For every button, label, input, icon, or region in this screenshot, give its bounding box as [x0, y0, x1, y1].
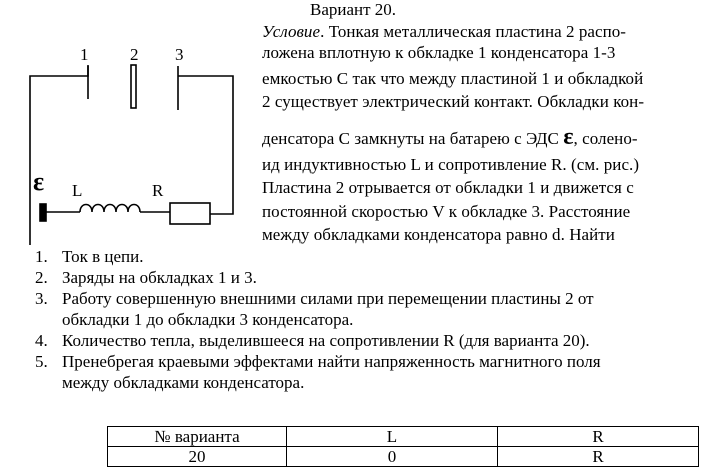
table-cell: 0	[287, 447, 498, 467]
task-item: 5. Пренебрегая краевыми эффектами найти напряженность магнитного поля между обкладками конденсатора.	[35, 352, 601, 392]
emf-symbol: ε	[563, 124, 574, 150]
task-item: 1. Ток в цепи.	[35, 247, 144, 266]
table-cell: R	[498, 447, 699, 467]
condition-line-1: Условие. Тонкая металлическая пластина 2 распо-	[262, 22, 626, 41]
condition-line-5: денсатора С замкнуты на батарею с ЭДС ε, солено-	[262, 124, 638, 150]
wire-right	[178, 76, 233, 214]
table-header-cell: L	[287, 427, 498, 447]
plate-label-3: 3	[175, 45, 184, 64]
condition-line-3: емкостью С так что между пластиной 1 и обкладкой	[262, 69, 644, 88]
table-cell: 20	[108, 447, 287, 467]
emf-label: ε	[33, 167, 45, 196]
condition-line-2: ложена вплотную к обкладке 1 конденсатора 1-3	[262, 43, 616, 62]
capacitor-plate-2	[131, 65, 136, 108]
task-list	[0, 246, 700, 393]
variant-table	[107, 426, 699, 467]
plate-label-2: 2	[130, 45, 139, 64]
table-header-row	[108, 427, 699, 447]
condition-line-7: Пластина 2 отрывается от обкладки 1 и движется с	[262, 178, 634, 197]
task-item: 4. Количество тепла, выделившееся на сопротивлении R (для варианта 20).	[35, 331, 590, 350]
condition-line-9: между обкладками конденсатора равно d. Найти	[262, 225, 615, 244]
condition-label: Условие	[262, 22, 321, 41]
table-header-cell: № варианта	[108, 427, 287, 447]
inductor-label: L	[72, 181, 83, 200]
table-header-cell: R	[498, 427, 699, 447]
plate-label-1: 1	[80, 45, 89, 64]
circuit-diagram	[0, 0, 262, 245]
battery-short-plate	[40, 204, 46, 221]
condition-line-6: ид индуктивностью L и сопротивление R. (см. рис.)	[262, 155, 640, 174]
variant-title: Вариант 20.	[310, 0, 397, 19]
resistor-label: R	[152, 181, 164, 200]
condition-line-4: 2 существует электрический контакт. Обкладки кон-	[262, 92, 645, 111]
condition-line-8: постоянной скоростью V к обкладке 3. Расстояние	[262, 202, 631, 221]
table-row	[108, 447, 699, 467]
task-item: 2. Заряды на обкладках 1 и 3.	[35, 268, 257, 287]
task-item: 3. Работу совершенную внешними силами при перемещении пластины 2 от обкладки 1 до обкладки 3 конденсатора.	[35, 289, 594, 329]
inductor-coil	[80, 205, 140, 213]
resistor	[170, 203, 210, 224]
